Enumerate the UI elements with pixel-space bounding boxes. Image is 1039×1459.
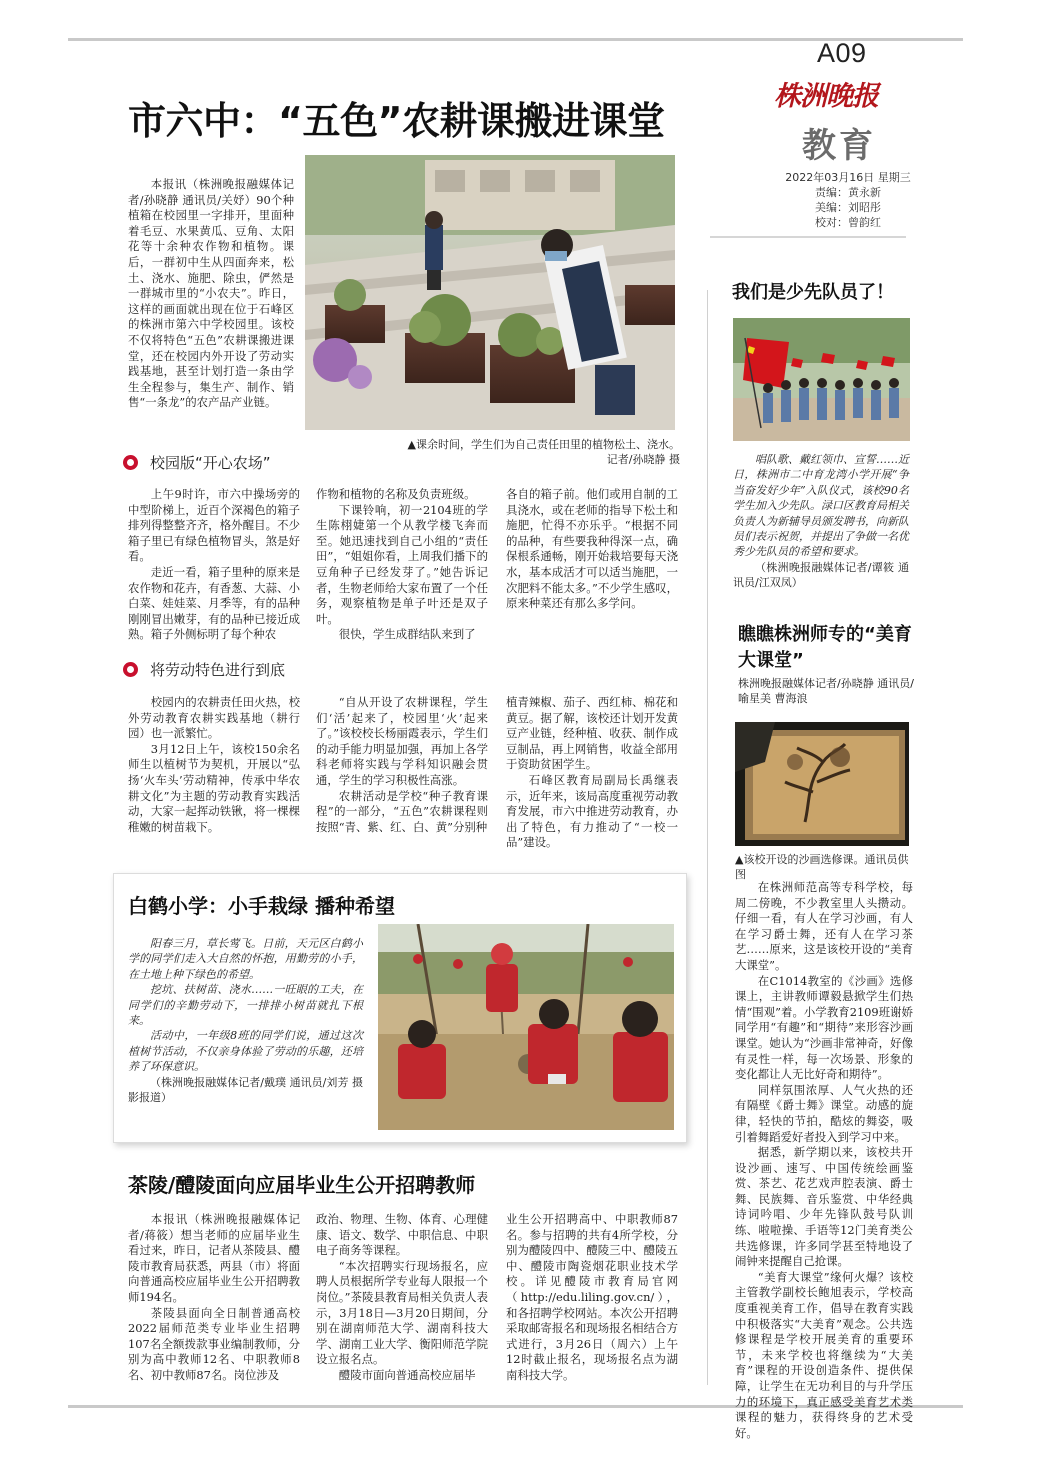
section2-column1 xyxy=(128,695,300,835)
baihe-paragraph-3: 活动中，一年级8班的同学们说，通过这次植树节活动，不仅亲身体验了劳动的乐趣，还培养了环保意识。 xyxy=(128,1029,363,1074)
young-pioneer-credit: （株洲晚报融媒体记者/谭筱 通讯员/江双凤） xyxy=(733,560,909,590)
baihe-article-box xyxy=(113,873,687,1143)
section1-col2-p1: 作物和植物的名称及负责班级。 xyxy=(316,487,476,501)
aesthetic-class-byline: 株洲晚报融媒体记者/孙晓静 通讯员/喻星美 曹海浪 xyxy=(738,677,914,705)
subhead-labor-feature-label: 将劳动特色进行到底 xyxy=(150,661,286,679)
section1-column1 xyxy=(128,487,300,643)
aesthetic-paragraph-1: 在株洲师范高等专科学校，每周二傍晚，不少教室里人头攒动。仔细一看，有人在学习沙画，有人在学习爵士舞，还有人在学习茶艺……原来，这是该校开设的“美育大课堂”。 xyxy=(735,880,913,972)
young-pioneer-illustration xyxy=(733,318,910,441)
baihe-paragraph-1: 阳春三月，草长莺飞。日前，天元区白鹤小学的同学们走入大自然的怀抱，用勤劳的小手，在土地上种下绿色的希望。 xyxy=(128,937,363,981)
recruitment-col2-p2: “本次招聘实行现场报名，应聘人员根据所学专业每人限报一个岗位。”茶陵县教育局相关负责人表示，3月18日—3月20日期间，分别在湖南师范大学、湖南科技大学、湖南工业大学、衡阳师范学院设立报名点。 xyxy=(316,1258,488,1367)
aesthetic-paragraph-3: 同样氛围浓厚、人气火热的还有隔壁《爵士舞》课堂。动感的旋律，轻快的节拍，酷炫的舞姿，吸引着舞蹈爱好者投入到学习中来。 xyxy=(735,1082,913,1144)
designer-credit: 美编：刘昭彤 xyxy=(815,201,881,214)
section1-col3-p1: 各自的箱子前。他们或用自制的工具浇水，或在老师的指导下松土和施肥，忙得不亦乐乎。“根据不同的品种，有些要我种得深一点，确保根系通畅，刚开始栽培要每天浇水，基本成活才可以适当施肥，一次肥料不能太多。”不少学生感叹，原来种菜还有那么多学问。 xyxy=(506,487,678,611)
sidebar-divider xyxy=(707,290,708,1385)
young-pioneer-body xyxy=(733,452,909,591)
sand-painting-illustration xyxy=(735,722,909,846)
aesthetic-class-title: 瞧瞧株洲师专的“美育大课堂” xyxy=(738,624,912,671)
section1-col1-p2: 走近一看，箱子里种的原来是农作物和花卉，有香葱、大蒜、小白菜、娃娃菜、月季等，有的品种刚刚冒出嫩芽，有的品种已接近成熟。箱子外侧标明了每个种农 xyxy=(128,564,300,642)
section1-column2 xyxy=(316,487,488,643)
recruitment-col3-p1: 业生公开招聘高中、中职教师87名。参与招聘的共有4所学校，分别为醴陵四中、醴陵三中、醴陵五中、醴陵市陶瓷烟花职业技术学校。详见醴陵市教育局官网（http://edu.liling.gov.cn/），和各招聘学校网站。本次公开招聘采取邮寄报名和现场报名相结合方式进行，3月26日（周六）上午12时截止报名，现场报名点为湖南科技大学。 xyxy=(506,1212,678,1382)
young-pioneer-photo xyxy=(733,318,910,441)
subhead-labor-feature xyxy=(123,659,285,680)
recruitment-col1-p1: 本报讯（株洲晚报融媒体记者/蒋筱）想当老师的应届毕业生看过来，昨日，记者从茶陵县、醴陵市教育局获悉，两县（市）将面向普通高校应届毕业生公开招聘教师194名。 xyxy=(128,1212,300,1304)
recruitment-col2-p3: 醴陵市面向普通高校应届毕 xyxy=(338,1367,476,1382)
baihe-article-body xyxy=(128,936,363,1105)
baihe-credit: （株洲晚报融媒体记者/戴璞 通讯员/刘芳 摄影报道） xyxy=(128,1075,363,1105)
section2-column2 xyxy=(316,695,488,835)
aesthetic-class-body xyxy=(735,880,913,1441)
section2-col1-p1: 校园内的农耕责任田火热，校外劳动教育农耕实践基地（耕行园）也一派繁忙。 xyxy=(128,695,300,741)
recruitment-article-title: 茶陵/醴陵面向应届毕业生公开招聘教师 xyxy=(128,1173,476,1197)
recruitment-col1-p2: 茶陵县面向全日制普通高校2022届师范类专业毕业生招聘107名全额拨款事业编制教师，分别为高中教师12名、中职教师8名、初中教师87名。岗位涉及 xyxy=(128,1305,300,1382)
proofreader-credit: 校对：曾韵红 xyxy=(815,216,881,229)
lead-text: 本报讯（株洲晚报融媒体记者/孙晓静 通讯员/关妤）90个种植箱在校园里一字排开，里面种着毛豆、水果黄瓜、豆角、太阳花等十余种农作物和植物。课后，一群初中生从四面奔来，松土、浇水、施肥、除虫，俨然是一群城市里的“小农夫”。昨日，这样的画面就出现在位于石峰区的株洲市第六中学校园里。该校不仅将特色“五色”农耕课搬进课堂，还在校园内外开设了劳动实践基地，甚至计划打造一条由学生全程参与，集生产、制作、销售“一条龙”的农产品产业链。 xyxy=(128,177,294,410)
lead-paragraph xyxy=(128,177,294,411)
section1-col2-p2: 下课铃响，初一2104班的学生陈栩婕第一个从教学楼飞奔而至。她迅速找到自己小组的“责任田”，“姐姐你看，上周我们播下的豆角种子已经发芽了。”她告诉记者，生物老师给大家布置了一个任务，观察植物是单子叶还是双子叶。 xyxy=(316,502,488,626)
baihe-article-title: 白鹤小学：小手栽绿 播种希望 xyxy=(128,894,395,918)
farming-photo xyxy=(305,155,675,430)
subhead-happy-farm xyxy=(123,452,271,473)
aesthetic-paragraph-2: 在C1014教室的《沙画》选修课上，主讲教师谭毅悬掀学生们热情“围观”着。小学教育2109班谢娇同学用“有趣”和“期待”来形容沙画课堂。她认为“沙画非常神奇，好像有灵性一样，每一次场景、形象的变化都让人无比好奇和期待”。 xyxy=(735,973,913,1082)
sand-painting-photo xyxy=(735,722,909,846)
farming-photo-credit: 记者/孙晓静 摄 xyxy=(606,453,680,466)
section2-col3-p2: 石峰区教育局副局长禹继表示，近年来，该局高度重视劳动教育发展，市六中推进劳动教育，办出了特色，有力推动了“一校一品”建设。 xyxy=(506,772,678,850)
page-number: A09 xyxy=(817,38,867,68)
bullet-circle-icon xyxy=(123,662,138,677)
date-line: 2022年03月16日 星期三 xyxy=(785,171,911,184)
section2-col3-p1: 植青辣椒、茄子、西红柿、棉花和黄豆。据了解，该校还计划开发黄豆产业链，经种植、收获、制作成豆制品，再上网销售，收益全部用于资助贫困学生。 xyxy=(506,695,678,772)
bullet-circle-icon xyxy=(123,455,138,470)
recruitment-column3 xyxy=(506,1212,678,1384)
farming-photo-caption-line1: ▲课余时间，学生们为自己责任田里的植物松土、浇水。 xyxy=(407,438,680,451)
section2-col2-p1: “自从开设了农耕课程，学生们‘活’起来了，校园里‘火’起来了。”该校校长杨丽霞表示，学生们的动手能力明显加强，再加上各学科老师将实践与学科知识融会贯通，学生的学习积极性高涨。 xyxy=(316,695,488,787)
section2-column3 xyxy=(506,695,678,851)
recruitment-column1 xyxy=(128,1212,300,1384)
recruitment-column2 xyxy=(316,1212,488,1384)
header-info xyxy=(778,170,918,230)
young-pioneer-paragraph: 唱队歌、戴红领巾、宣誓……近日，株洲市二中育龙湾小学开展“争当奋发好少年”入队仪式，该校90名学生加入少先队。渌口区教育局相关负责人为新辅导员颁发聘书，向新队员们表示祝贺，并提出了争做一名优秀少先队员的希望和要求。 xyxy=(733,453,909,559)
farming-photo-illustration xyxy=(305,155,675,430)
page-headline: 市六中：“五色”农耕课搬进课堂 xyxy=(128,99,665,143)
baihe-paragraph-2: 挖坑、扶树苗、浇水……一旺眼的工夫，在同学们的辛勤劳动下，一排排小树苗就扎下根来。 xyxy=(128,983,363,1028)
section1-col1-p1: 上午9时许，市六中操场旁的中型阶梯上，近百个深褐色的箱子排列得整整齐齐，格外醒目。不少箱子里已有绿色植物冒头，煞是好看。 xyxy=(128,487,300,564)
section2-col1-p2: 3月12日上午，该校150余名师生以植树节为契机，开展以“弘扬‘火车头’劳动精神，传承中华农耕文化”为主题的劳动教育实践活动，大家一起挥动铁锹，将一棵棵稚嫩的树苗栽下。 xyxy=(128,741,300,834)
section1-col2-p3: 很快，学生成群结队来到了 xyxy=(338,627,476,642)
masthead-logo: 株洲晚报 xyxy=(774,81,878,112)
tree-planting-illustration xyxy=(378,924,674,1130)
tree-planting-photo xyxy=(378,924,674,1130)
section2-col2-p2: 农耕活动是学校“种子教育课程”的一部分，“五色”农耕课程则按照“青、紫、红、白、黄”分别种 xyxy=(316,788,488,834)
section1-column3 xyxy=(506,487,678,612)
sand-painting-caption: ▲该校开设的沙画选修课。通讯员供图 xyxy=(735,853,909,881)
header-underline xyxy=(710,236,906,238)
farming-photo-caption xyxy=(390,437,680,467)
section-name: 教育 xyxy=(802,126,876,166)
aesthetic-paragraph-4: 据悉，新学期以来，该校共开设沙画、速写、中国传统绘画鉴赏、茶艺、花艺戏声腔表演、爵士舞、民族舞、音乐鉴赏、中华经典诗词吟唱、少年先锋队鼓号队训练、啦啦操、手语等12门美育类公共选修课，许多同学甚至特地设了闹钟来提醒自己抢课。 xyxy=(735,1145,913,1269)
young-pioneer-title: 我们是少先队员了！ xyxy=(732,282,894,303)
editor-credit: 责编：黄永新 xyxy=(815,186,881,199)
aesthetic-paragraph-5: “美育大课堂”缘何火爆？该校主管教学副校长鲍旭表示，学校高度重视美育工作，倡导在教育实践中积极落实“大美育”观念。公共选修课程是学校开展美育的重要环节，未来学校也将继续为“大美育”课程的开设创造条件、提供保障，让学生在无功利目的与升学压力的环境下，真正感受美育艺术类课程的魅力，获得终身的艺术受好。 xyxy=(735,1269,913,1440)
subhead-happy-farm-label: 校园版“开心农场” xyxy=(150,454,271,472)
recruitment-col2-p1: 政治、物理、生物、体育、心理健康、语文、数学、中职信息、中职电子商务等课程。 xyxy=(316,1212,488,1258)
